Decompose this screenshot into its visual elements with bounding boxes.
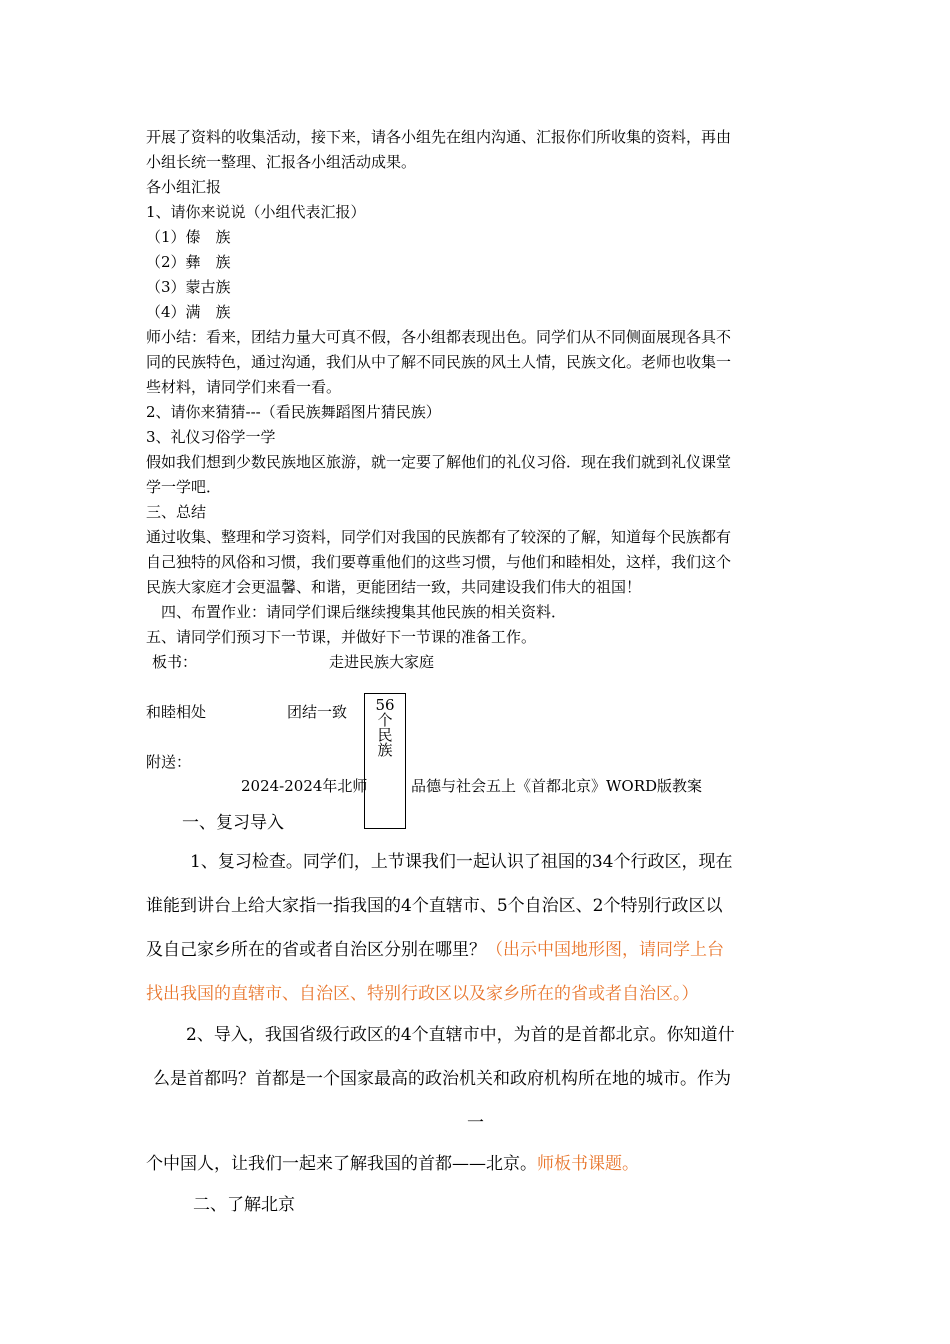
board-title: 走进民族大家庭 <box>329 653 435 671</box>
box-text-line: 民 <box>377 726 393 744</box>
text-line: 假如我们想到少数民族地区旅游，就一定要了解他们的礼仪习俗．现在我们就到礼仪课堂 <box>146 453 732 471</box>
text-line: 2、请你来猜猜---（看民族舞蹈图片猜民族） <box>146 403 441 421</box>
board-left-text: 和睦相处 <box>146 703 207 721</box>
paragraph-line: 1、复习检查。同学们，上节课我们一起认识了祖国的34个行政区，现在 <box>190 852 733 872</box>
text-line: 自己独特的风俗和习惯，我们要尊重他们的这些习惯，与他们和睦相处，这样，我们这个 <box>146 553 732 571</box>
section-heading: 二、了解北京 <box>193 1195 295 1215</box>
text-line: 些材料，请同学们来看一看。 <box>146 378 342 396</box>
text-line: 通过收集、整理和学习资料，同学们对我国的民族都有了较深的了解，知道每个民族都有 <box>146 528 732 546</box>
board-middle-text: 团结一致 <box>287 703 348 721</box>
paragraph-line: 2、导入，我国省级行政区的4个直辖市中，为首的是首都北京。你知道什 <box>186 1025 735 1045</box>
text-line: 四、布置作业：请同学们课后继续搜集其他民族的相关资料． <box>146 603 567 621</box>
doc-title-left: 2024-2024年北师 <box>241 777 368 795</box>
box-text-line: 56 <box>375 696 395 714</box>
paragraph-line: 谁能到讲台上给大家指一指我国的4个直辖市、5个自治区、2个特别行政区以 <box>146 896 723 916</box>
paragraph-line <box>146 1152 639 1176</box>
text-line: （3）蒙古族 <box>146 278 231 296</box>
paragraph-line: 一 <box>467 1113 484 1133</box>
paragraph-text: 及自己家乡所在的省或者自治区分别在哪里？ <box>146 940 486 960</box>
text-line: 民族大家庭才会更温馨、和谐，更能团结一致，共同建设我们伟大的祖国！ <box>146 578 642 596</box>
text-line: （1）傣 族 <box>146 228 231 246</box>
box-text-line: 个 <box>377 711 393 729</box>
text-line: 开展了资料的收集活动，接下来，请各小组先在组内沟通、汇报你们所收集的资料，再由 <box>146 128 732 146</box>
board-box <box>364 693 406 829</box>
paragraph-line <box>146 938 724 962</box>
appendix-label: 附送： <box>146 753 192 771</box>
paragraph-highlight: 师板书课题。 <box>537 1154 639 1174</box>
paragraph-text: 个中国人，让我们一起来了解我国的首都——北京。 <box>146 1154 537 1174</box>
text-line: 3、礼仪习俗学一学 <box>146 428 276 446</box>
box-text-line: 族 <box>377 741 393 759</box>
paragraph-highlight: 找出我国的直辖市、自治区、特别行政区以及家乡所在的省或者自治区。） <box>146 984 699 1004</box>
text-line: （4）满 族 <box>146 303 231 321</box>
text-line: 五、请同学们预习下一节课，并做好下一节课的准备工作。 <box>146 628 537 646</box>
text-line: 各小组汇报 <box>146 178 222 196</box>
doc-title-right: 品德与社会五上《首都北京》WORD版教案 <box>411 777 703 795</box>
section-heading: 一、复习导入 <box>182 813 284 833</box>
paragraph-highlight: （出示中国地形图，请同学上台 <box>486 940 724 960</box>
paragraph-line: 么是首都吗？首都是一个国家最高的政治机关和政府机构所在地的城市。作为 <box>153 1069 731 1089</box>
text-line: 三、总结 <box>146 503 207 521</box>
board-label: 板书： <box>152 653 198 671</box>
text-line: 同的民族特色，通过沟通，我们从中了解不同民族的风土人情，民族文化。老师也收集一 <box>146 353 732 371</box>
text-line: 小组长统一整理、汇报各小组活动成果。 <box>146 153 417 171</box>
text-line: 师小结：看来，团结力量大可真不假，各小组都表现出色。同学们从不同侧面展现各具不 <box>146 328 732 346</box>
text-line: 学一学吧． <box>146 478 222 496</box>
text-line: 1、请你来说说（小组代表汇报） <box>146 203 366 221</box>
text-line: （2）彝 族 <box>146 253 231 271</box>
